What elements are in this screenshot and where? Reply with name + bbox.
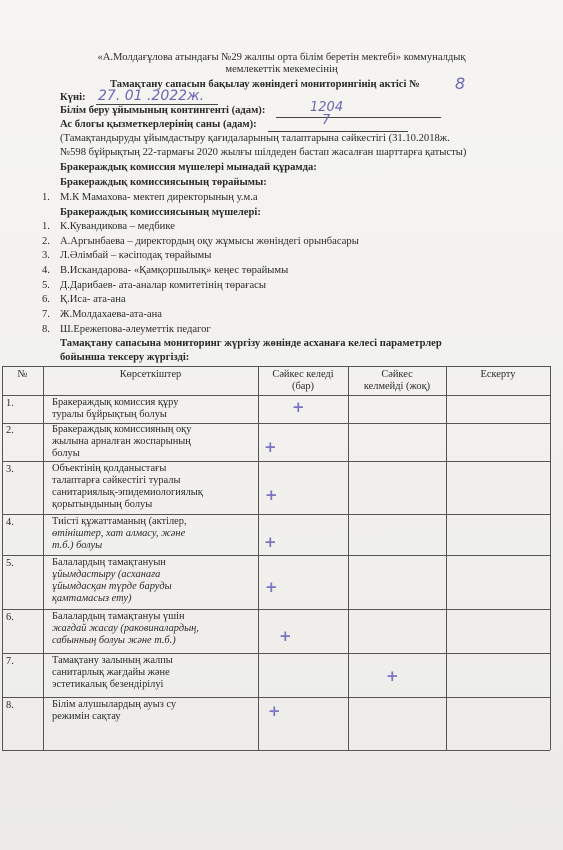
row-num: 5. (6, 558, 14, 569)
chair-name: М.К Мамахова- мектеп директорының у.м.а (60, 192, 258, 203)
table-border (2, 514, 550, 515)
row-num: 1. (6, 398, 14, 409)
member-item: Қ.Иса- ата-ана (60, 294, 126, 305)
table-border (43, 366, 44, 750)
table-border (2, 555, 550, 556)
chair-heading: Бракераждық комиссиясының төрайымы: (60, 177, 267, 188)
composition-heading: Бракераждық комиссия мүшелері мынадай құрамда: (60, 162, 317, 173)
row-indicator: жағдай жасау (раковиналардың, (52, 623, 199, 634)
member-item: Ж.Молдахаева-ата-ана (60, 309, 162, 320)
row-num: 7. (6, 656, 14, 667)
row-indicator: қорытындының болуы (52, 499, 153, 510)
table-border (2, 366, 3, 750)
table-border (348, 366, 349, 750)
yes-mark: + (265, 486, 278, 504)
member-num: 4. (42, 265, 50, 276)
org-line-2: мемлекеттік мекемесінің (225, 64, 338, 75)
contingent-label: Білім беру ұйымының контингенті (адам): (60, 105, 266, 116)
yes-mark: + (292, 398, 305, 416)
row-num: 3. (6, 464, 14, 475)
yes-mark: + (264, 438, 277, 456)
no-mark: + (386, 667, 399, 685)
row-num: 6. (6, 612, 14, 623)
member-item: К.Кувандикова – медбике (60, 221, 175, 232)
row-indicator: Объектінің қолданыстағы (52, 463, 167, 474)
cooks-label: Ас блогы қызметкерлерінің саны (адам): (60, 119, 257, 130)
yes-mark: + (264, 533, 277, 551)
member-item: Д.Дарибаев- ата-аналар комитетінің төрағасы (60, 280, 266, 291)
row-indicator: ұйымдастыру (асханаға (52, 569, 161, 580)
header-note: Ескерту (480, 369, 516, 380)
row-indicator: режимін сақтау (52, 711, 121, 722)
table-border (258, 366, 259, 750)
header-num: № (17, 369, 28, 380)
table-border (550, 366, 551, 750)
compliance-line-2: №598 бұйрықтың 22-тармағы 2020 жылғы шілдеден бастап жасалған шарттарға қатысты) (60, 147, 467, 158)
row-indicator: Білім алушылардың ауыз су (52, 699, 177, 710)
act-title: Тамақтану сапасын бақылау жөніндегі мониторингінің актісі № (110, 79, 420, 90)
monitoring-line-1: Тамақтану сапасына мониторинг жүргізу жөнінде асханаға келесі параметрлер (60, 338, 442, 349)
member-num: 3. (42, 250, 50, 261)
table-border (2, 366, 550, 367)
member-item: В.Искандарова- «Қамқоршылық» кеңес төрайымы (60, 265, 289, 276)
cooks-value-handwritten: 7 (322, 113, 331, 128)
row-indicator: ұйымдасқан түрде баруды (52, 581, 172, 592)
row-indicator: туралы бұйрықтың болуы (52, 409, 167, 420)
row-indicator: сабынның болуы және т.б.) (52, 635, 176, 646)
row-indicator: талаптарға сәйкестігі туралы (52, 475, 181, 486)
contingent-underline (276, 117, 441, 118)
member-num: 2. (42, 236, 50, 247)
compliance-line-1: (Тамақтандыруды ұйымдастыру қағидаларының талаптарына сәйкестігі (31.10.2018ж. (60, 133, 450, 144)
member-num: 5. (42, 280, 50, 291)
monitoring-line-2: бойынша тексеру жүргізді: (60, 352, 190, 363)
date-value-handwritten: 27. 01 .2022ж. (98, 88, 205, 104)
yes-mark: + (279, 627, 292, 645)
yes-mark: + (268, 702, 281, 720)
row-indicator: қамтамасыз ету) (52, 593, 132, 604)
row-indicator: эстетикалық безендірілуі (52, 679, 164, 690)
header-yes-line-2: (бар) (291, 381, 314, 392)
header-yes-line-1: Сәйкес келеді (272, 369, 334, 380)
row-indicator: Балалардың тамақтануын (52, 557, 166, 568)
act-number-handwritten: 8 (455, 74, 466, 93)
row-indicator: т.б.) болуы (52, 540, 103, 551)
header-no-line-2: келмейді (жоқ) (363, 381, 431, 392)
table-border (2, 609, 550, 610)
row-indicator: Бракераждық комиссия құру (52, 397, 179, 408)
table-border (2, 653, 550, 654)
table-border (2, 697, 550, 698)
member-item: Л.Әлімбай – кәсіподақ төрайымы (60, 250, 212, 261)
chair-num: 1. (42, 192, 50, 203)
member-num: 8. (42, 324, 50, 335)
row-num: 4. (6, 517, 14, 528)
row-indicator: өтініштер, хат алмасу, және (52, 528, 186, 539)
org-line-1: «А.Молдағұлова атындағы №29 жалпы орта білім беретін мектебі» коммуналдық (97, 52, 466, 63)
row-indicator: Тамақтану залының жалпы (52, 655, 173, 666)
row-indicator: санитариялық-эпидемиологиялық (52, 487, 203, 498)
cooks-underline (268, 131, 408, 132)
row-indicator: Бракераждық комиссияның оқу (52, 424, 192, 435)
row-indicator: болуы (52, 448, 80, 459)
yes-mark: + (265, 578, 278, 596)
member-item: Ш.Ережепова-әлеуметтік педагог (60, 324, 211, 335)
row-indicator: жылына арналған жоспарының (52, 436, 191, 447)
row-num: 8. (6, 700, 14, 711)
date-label: Күні: (60, 92, 86, 103)
table-border (446, 366, 447, 750)
table-border (2, 750, 550, 751)
row-indicator: Балалардың тамақтануы үшін (52, 611, 185, 622)
header-indicators: Көрсеткіштер (119, 369, 182, 380)
row-indicator: Тиісті құжаттаманың (актілер, (52, 516, 187, 527)
row-num: 2. (6, 425, 14, 436)
row-indicator: санитарлық жағдайы және (52, 667, 170, 678)
member-num: 7. (42, 309, 50, 320)
member-num: 6. (42, 294, 50, 305)
member-item: А.Аргынбаева – директордың оқу жұмысы жөніндегі орынбасары (60, 236, 359, 247)
table-border (2, 395, 550, 396)
contingent-value-handwritten: 1204 (310, 100, 344, 115)
table-border (2, 461, 550, 462)
member-num: 1. (42, 221, 50, 232)
members-heading: Бракераждық комиссиясының мүшелері: (60, 207, 261, 218)
header-no-line-1: Сәйкес (381, 369, 413, 380)
